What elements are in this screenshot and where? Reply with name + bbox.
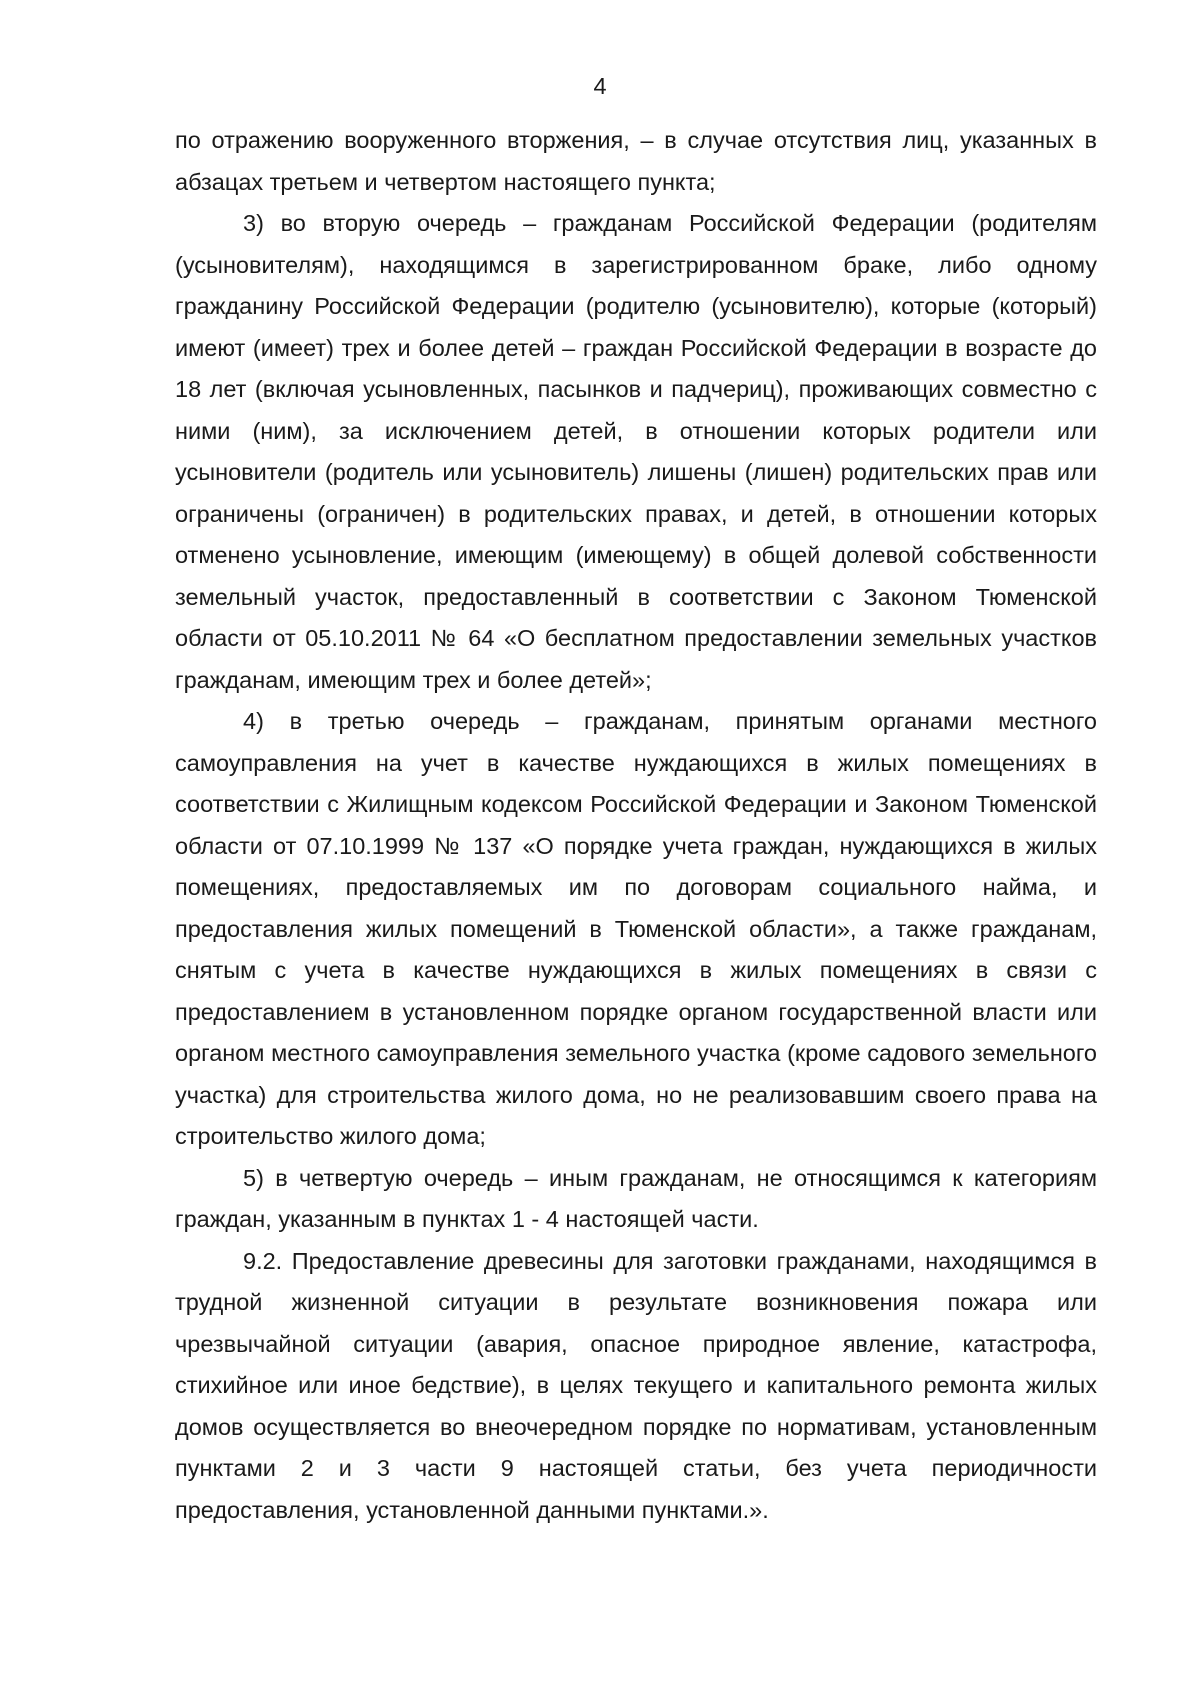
paragraph-item-4: 4) в третью очередь – гражданам, принятым органами местного самоуправления на учет в качестве нуждающихся в жилых помещениях в соответствии с Жилищным кодексом Российской Федерации и Законом Тюменской области от 07.10.1999 № 137 «О порядке учета граждан, нуждающихся в жилых помещениях, предоставляемых им по договорам социального найма, и предоставления жилых помещений в Тюменской области», а также гражданам, снятым с учета в качестве нуждающихся в жилых помещениях в связи с предоставлением в установленном порядке органом государственной власти или органом местного самоуправления земельного участка (кроме садового земельного участка) для строительства жилого дома, но не реализовавшим своего права на строительство жилого дома;: [175, 708, 1097, 1149]
paragraph-continuation: по отражению вооруженного вторжения, – в случае отсутствия лиц, указанных в абзацах третьем и четвертом настоящего пункта;: [175, 127, 1097, 195]
page-number: 4: [593, 73, 607, 99]
paragraph-9-2: 9.2. Предоставление древесины для заготовки гражданами, находящимся в трудной жизненной ситуации в результате возникновения пожара или чрезвычайной ситуации (авария, опасное природное явление, катастрофа, стихийное или иное бедствие), в целях текущего и капитального ремонта жилых домов осуществляется во внеочередном порядке по нормативам, установленным пунктами 2 и 3 части 9 настоящей статьи, без учета периодичности предоставления, установленной данными пунктами.».: [175, 1247, 1097, 1523]
document-body: [175, 120, 1097, 1531]
paragraph-item-3: 3) во вторую очередь – гражданам Российской Федерации (родителям (усыновителям), находящимся в зарегистрированном браке, либо одному гражданину Российской Федерации (родителю (усыновителю), которые (который) имеют (имеет) трех и более детей – граждан Российской Федерации в возрасте до 18 лет (включая усыновленных, пасынков и падчериц), проживающих совместно с ними (ним), за исключением детей, в отношении которых родители или усыновители (родитель или усыновитель) лишены (лишен) родительских прав или ограничены (ограничен) в родительских правах, и детей, в отношении которых отменено усыновление, имеющим (имеющему) в общей долевой собственности земельный участок, предоставленный в соответствии с Законом Тюменской области от 05.10.2011 № 64 «О бесплатном предоставлении земельных участков гражданам, имеющим трех и более детей»;: [175, 210, 1097, 693]
paragraph-item-5: 5) в четвертую очередь – иным гражданам, не относящимся к категориям граждан, указанным в пунктах 1 - 4 настоящей части.: [175, 1164, 1097, 1232]
